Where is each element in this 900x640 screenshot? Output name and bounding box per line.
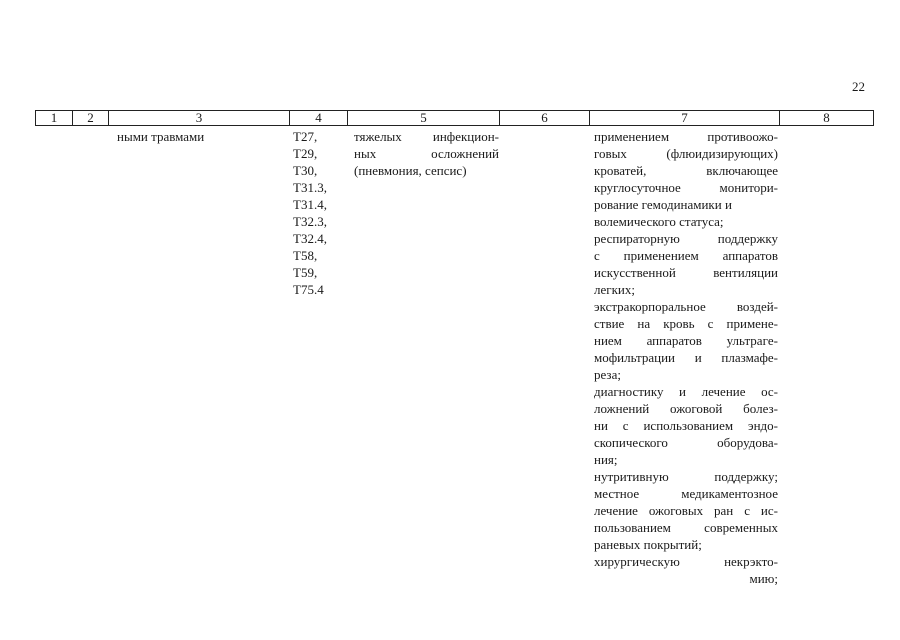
header-col-1: 1 [36,111,73,125]
header-col-7: 7 [590,111,780,125]
icd-code: T31.3, [293,180,327,195]
col7-line: нием аппаратов ультрагe- [594,333,778,348]
header-col-3: 3 [109,111,290,125]
header-col-6: 6 [500,111,590,125]
col7-line: легких; [594,282,635,297]
col3-line: ными травмами [117,129,205,144]
col7-line: применением противоожо- [594,129,778,144]
col7-line: говых (флюидизирующих) [594,146,778,161]
col7-content [594,128,778,587]
icd-code: T27, [293,129,318,144]
col7-line: кроватей, включающее [594,163,778,178]
col5-line: (пневмония, сепсис) [354,163,467,178]
col7-line: рование гемодинамики и [594,197,732,212]
col7-line: нутритивную поддержку; [594,469,778,484]
icd-code: T59, [293,265,318,280]
col7-line: с применением аппаратов [594,248,778,263]
col7-line: мию; [749,571,778,586]
col4-codes [293,128,343,298]
col7-line: ствие на кровь с примене- [594,316,778,331]
header-col-2: 2 [73,111,109,125]
col7-line: ни с использованием эндо- [594,418,778,433]
icd-code: T58, [293,248,318,263]
page-number: 22 [852,79,865,94]
col7-line: респираторную поддержку [594,231,778,246]
col5-line: тяжелых инфекцион- [354,129,499,144]
icd-code: T32.3, [293,214,327,229]
col7-line: волемического статуса; [594,214,724,229]
col7-line: реза; [594,367,621,382]
header-col-4: 4 [290,111,348,125]
col7-line: местное медикаментозное [594,486,778,501]
col7-line: ложнений ожоговой болез- [594,401,778,416]
col5-content [354,128,499,179]
col7-line: лечение ожоговых ран с ис- [594,503,778,518]
col7-line: хирургическую некрэкто- [594,554,778,569]
col3-content [117,128,287,145]
col7-line: пользованием современных [594,520,778,535]
col5-line: ных осложнений [354,146,499,161]
icd-code: T30, [293,163,318,178]
icd-code: T31.4, [293,197,327,212]
col7-line: экстракорпоральное воздей- [594,299,778,314]
table-header-row [35,110,874,126]
col7-line: мофильтрации и плазмафе- [594,350,778,365]
header-col-8: 8 [823,110,830,125]
icd-code: T75.4 [293,282,324,297]
col7-line: круглосуточное монитори- [594,180,778,195]
header-col-5: 5 [348,111,500,125]
col7-line: диагностику и лечение ос- [594,384,778,399]
col7-line: искусственной вентиляции [594,265,778,280]
col7-line: скопического оборудова- [594,435,778,450]
col7-line: раневых покрытий; [594,537,702,552]
icd-code: T29, [293,146,318,161]
col7-line: ния; [594,452,618,467]
icd-code: T32.4, [293,231,327,246]
